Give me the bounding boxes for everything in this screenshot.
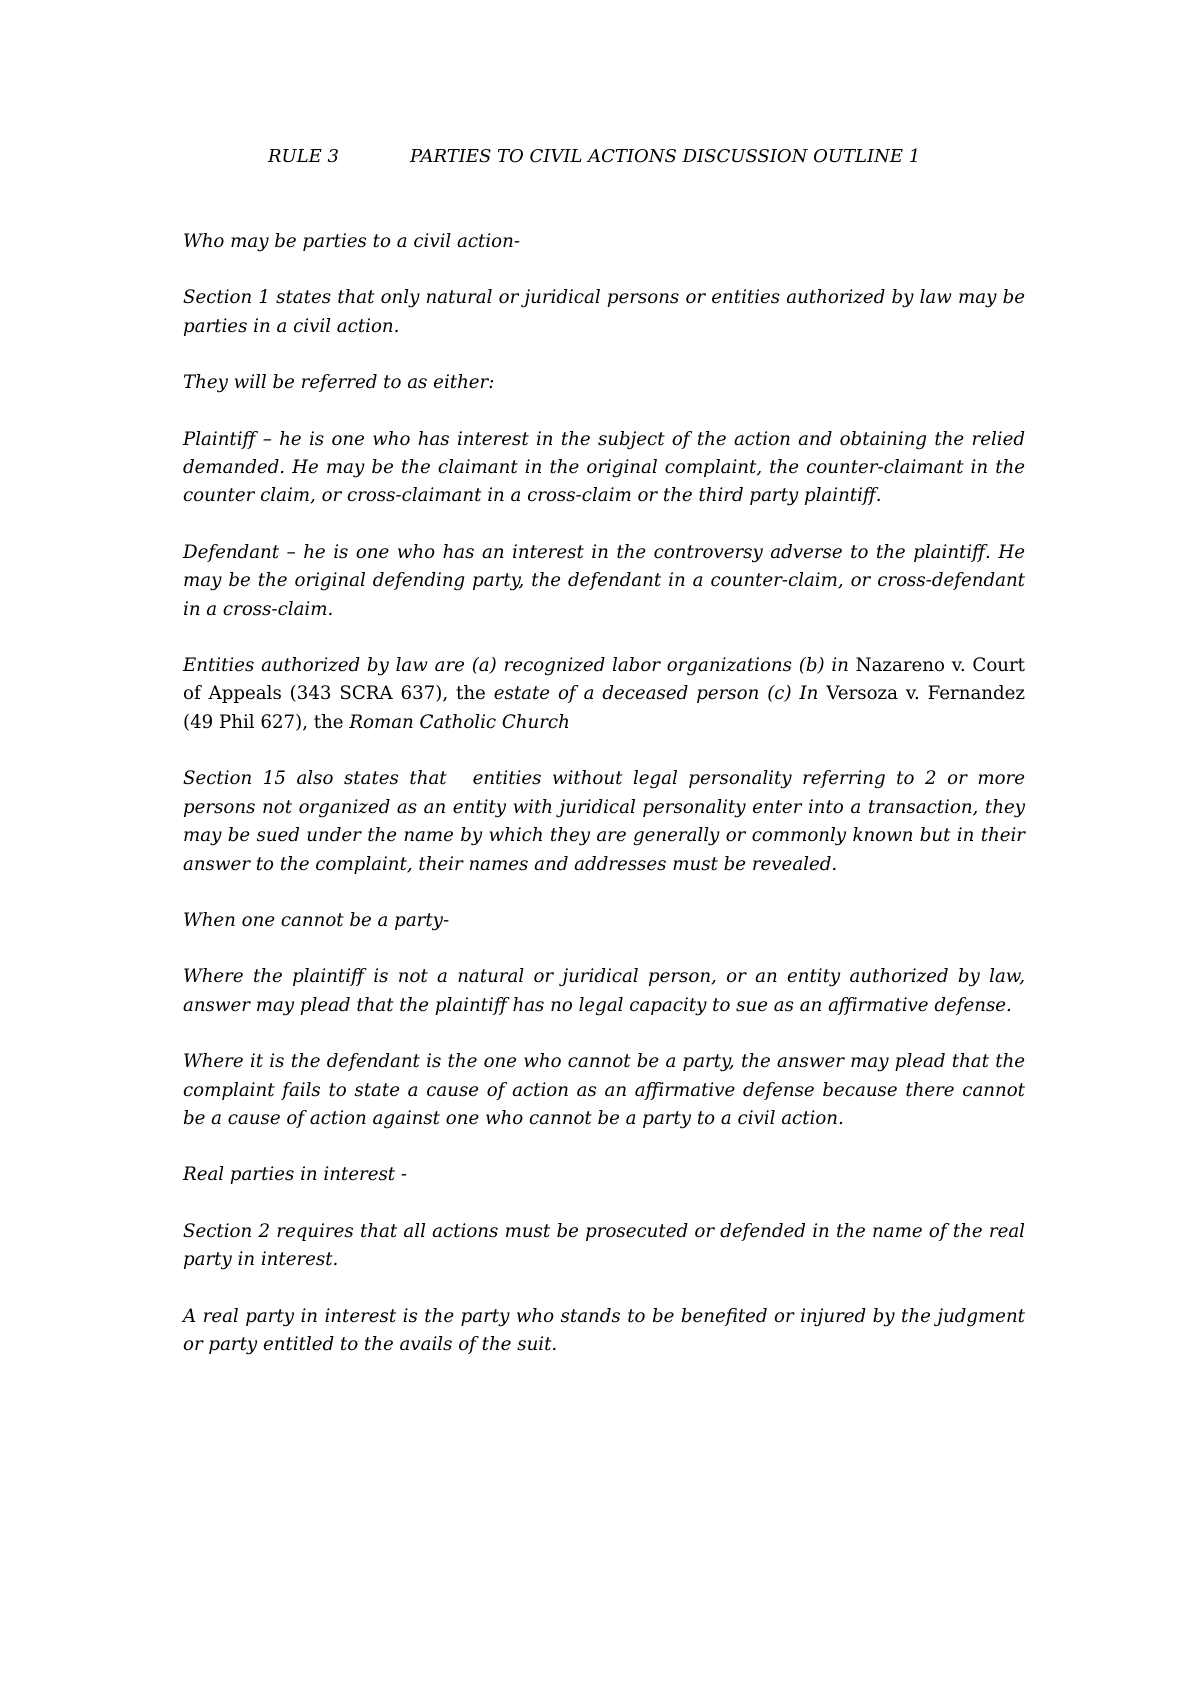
document-body	[183, 228, 1025, 1387]
document-title: PARTIES TO CIVIL ACTIONS DISCUSSION OUTLINE 1	[410, 146, 921, 167]
paragraph-real-party-definition: A real party in interest is the party who stands to be benefited or injured by the judgment or party entitled to the avails of the suit.	[183, 1305, 1025, 1355]
paragraph-referred-to: They will be referred to as either:	[183, 372, 495, 394]
paragraph-cannot-be-party: When one cannot be a party-	[183, 909, 450, 931]
entities-text-2: estate of a deceased person (c) In	[493, 683, 827, 705]
rule-number: RULE 3	[268, 146, 339, 167]
section-15-lead: Section 15 also states that	[183, 768, 447, 790]
paragraph-entities-authorized	[183, 652, 1025, 737]
paragraph-section-1: Section 1 states that only natural or juridical persons or entities authorized by law may be parties in a civil action.	[183, 287, 1025, 337]
paragraph-plaintiff: Plaintiff – he is one who has interest in the subject of the action and obtaining the relied demanded. He may be the claimant in the original complaint, the counter-claimant in the counter claim, or cross-claimant in a cross-claim or the third party plaintiff.	[183, 428, 1025, 507]
paragraph-plaintiff-not-person: Where the plaintiff is not a natural or juridical person, or an entity authorized by law, answer may plead that the plaintiff has no legal capacity to sue as an affirmative defense.	[183, 966, 1025, 1016]
paragraph-defendant-cannot-be-party: Where it is the defendant is the one who cannot be a party, the answer may plead that the complaint fails to state a cause of action as an affirmative defense because there cannot be a cause of action against one who cannot be a party to a civil action.	[183, 1051, 1025, 1129]
case-nazareno: Nazareno v. Court of Appeals (343 SCRA 637), the	[183, 655, 1025, 705]
paragraph-real-parties: Real parties in interest -	[183, 1164, 408, 1186]
paragraph-section-2: Section 2 requires that all actions must be prosecuted or defended in the name of the real party in interest.	[183, 1220, 1025, 1271]
case-versoza: Versoza v. Fernandez (49 Phil 627), the	[183, 683, 1026, 733]
entities-text-1: Entities authorized by law are (a) recognized labor organizations (b) in	[183, 655, 856, 677]
paragraph-section-15	[183, 765, 1025, 879]
paragraph-who-may-be-parties: Who may be parties to a civil action-	[183, 231, 520, 252]
section-15-text: entities without legal personality referring to 2 or more persons not organized as an entity with juridical personality enter into a transaction, they may be sued under the name by which they are generally or commonly known but in their answer to the complaint, their names and addresses must be revealed.	[183, 768, 1025, 875]
paragraph-defendant: Defendant – he is one who has an interest in the controversy adverse to the plaintiff. He may be the original defending party, the defendant in a counter-claim, or cross-defendant in a cross-claim.	[183, 541, 1025, 620]
roman-catholic-church: Roman Catholic Church	[349, 711, 570, 733]
